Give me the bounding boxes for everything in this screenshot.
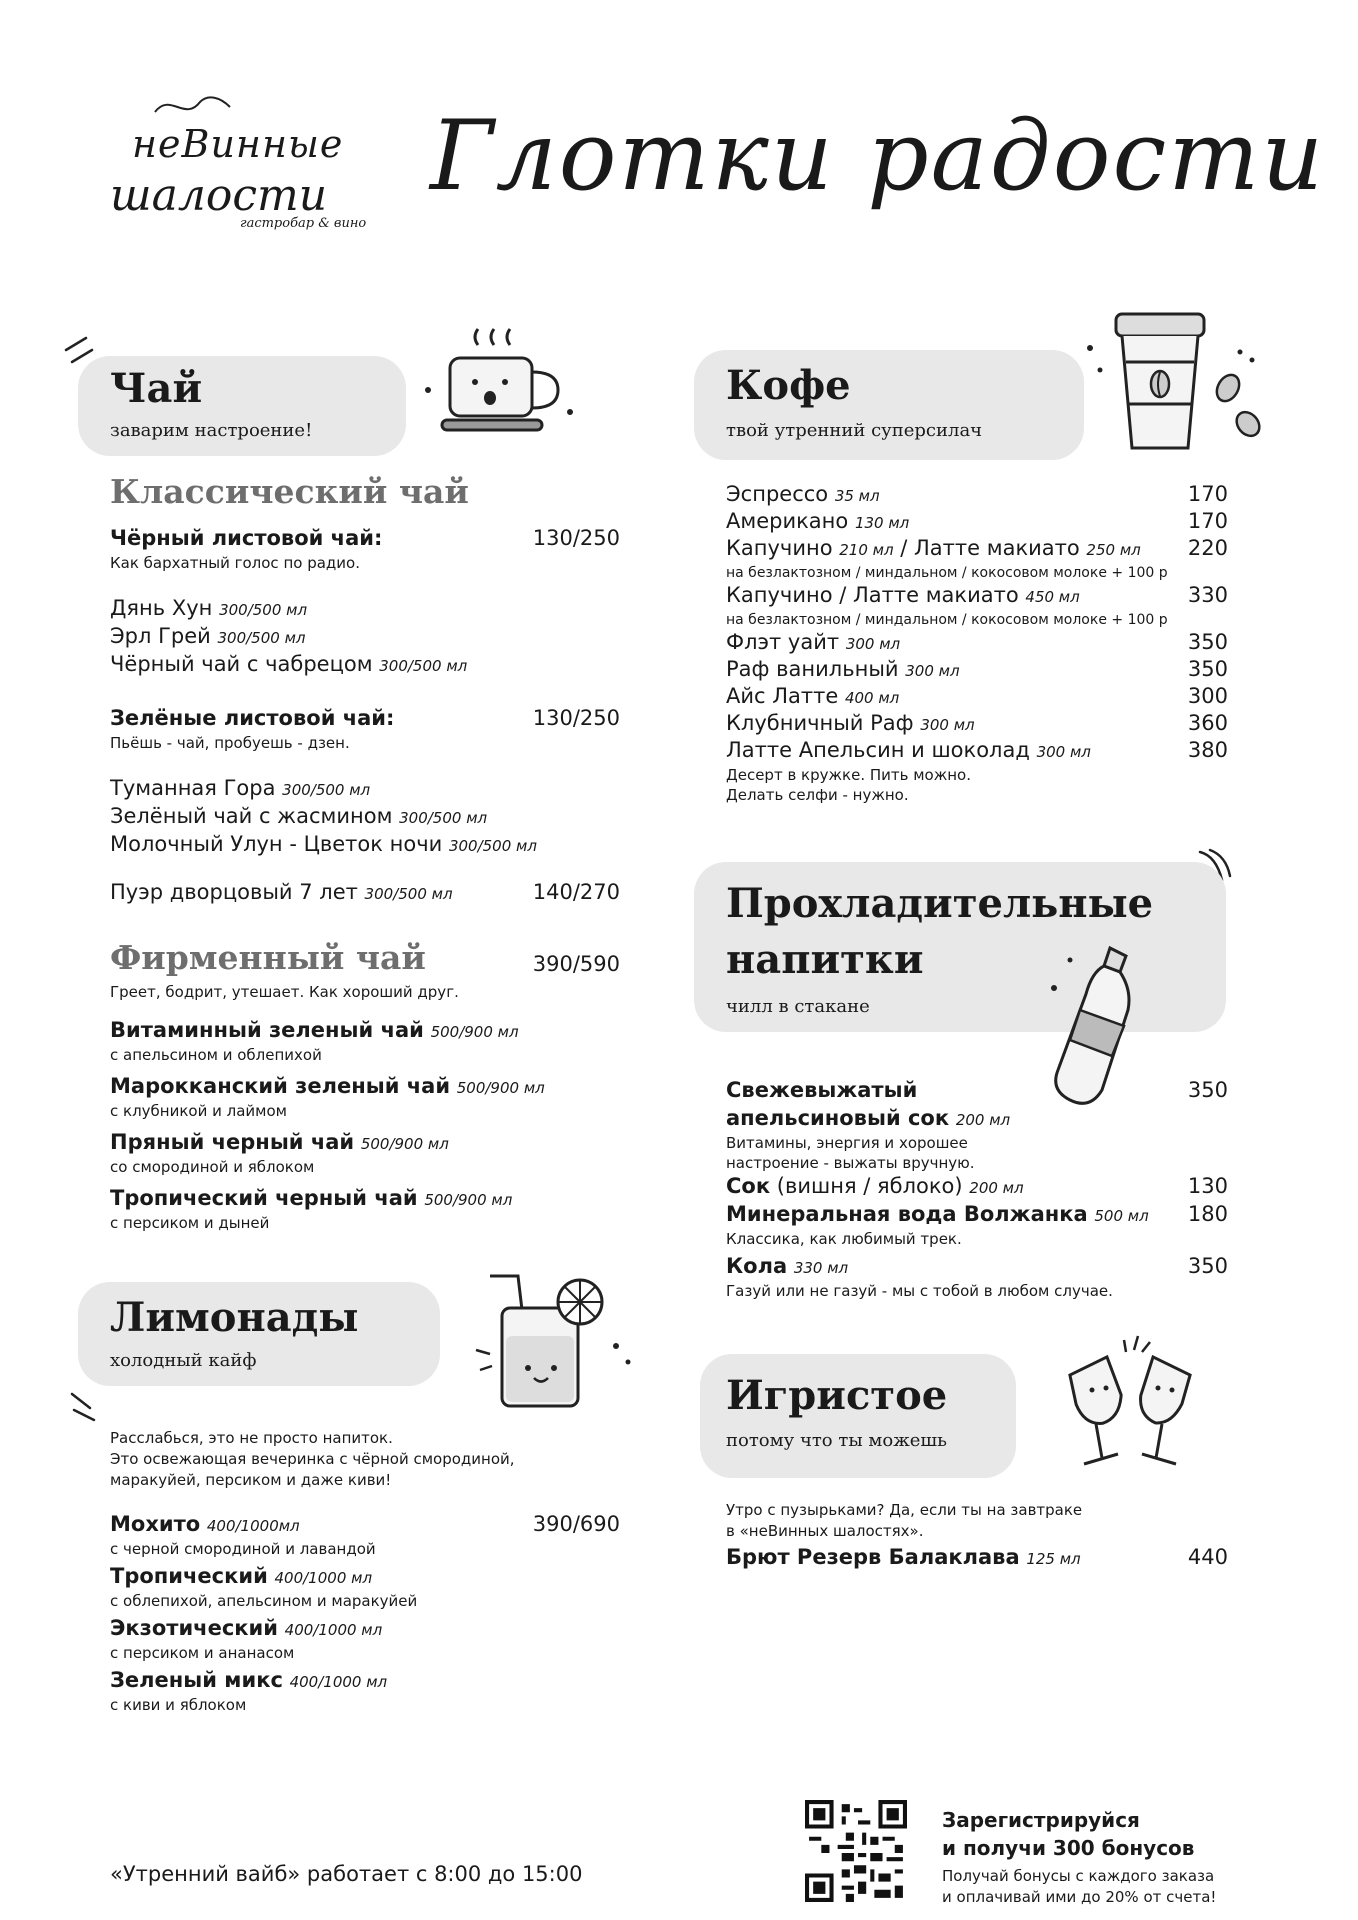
tea-item-row: Молочный Улун - Цветок ночи 300/500 мл [110, 832, 537, 856]
coffee-price: 170 [1187, 509, 1228, 533]
coffee-price: 220 [1187, 536, 1228, 560]
cola-row: Кола 330 мл [726, 1254, 849, 1278]
brut-price: 440 [1187, 1545, 1228, 1569]
coffee-item-row: Капучино 210 мл / Латте макиато 250 мл [726, 536, 1141, 560]
promo-title: Зарегистрируйся и получи 300 бонусов [942, 1808, 1195, 1860]
sparkle-lines-icon [70, 1388, 110, 1424]
cold-title-2: напитки [726, 936, 924, 983]
juice-row-2: апельсиновый сок 200 мл [726, 1106, 1011, 1130]
logo-swirl-icon [150, 92, 240, 122]
footer-hours: «Утренний вайб» работает с 8:00 до 15:00 [110, 1862, 583, 1886]
lemonade-item-row: Тропический 400/1000 мл [110, 1564, 373, 1588]
lemonade-subtitle: холодный кайф [110, 1350, 257, 1371]
cola-price: 350 [1187, 1254, 1228, 1278]
tea-item-row: Туманная Гора 300/500 мл [110, 776, 371, 800]
juice-price: 350 [1187, 1078, 1228, 1102]
coffee-item-row: Американо 130 мл [726, 509, 910, 533]
coffee-price: 360 [1187, 711, 1228, 735]
signature-item-note: с клубникой и лаймом [110, 1102, 287, 1120]
sok-row: Сок (вишня / яблоко) 200 мл [726, 1174, 1024, 1198]
lemonade-item-row: Экзотический 400/1000 мл [110, 1616, 383, 1640]
lemonade-item-note: с киви и яблоком [110, 1696, 247, 1714]
cold-subtitle: чилл в стакане [726, 996, 870, 1017]
black-tea-name: Чёрный листовой чай: [110, 526, 383, 550]
coffee-subtitle: твой утренний суперсилач [726, 420, 983, 441]
coffee-price: 350 [1187, 657, 1228, 681]
lemonade-price: 390/690 [532, 1512, 620, 1536]
coffee-price: 350 [1187, 630, 1228, 654]
lemonade-item-note: с облепихой, апельсином и маракуйей [110, 1592, 418, 1610]
water-row: Минеральная вода Волжанка 500 мл [726, 1202, 1149, 1226]
logo-line1: неВинные [132, 122, 344, 166]
page-title: Глотки радости [430, 100, 1326, 212]
lemonade-item-row: Зеленый микс 400/1000 мл [110, 1668, 388, 1692]
tea-title: Чай [110, 365, 203, 412]
signature-tea-note: Греет, бодрит, утешает. Как хороший друг. [110, 983, 459, 1001]
brut-row: Брют Резерв Балаклава 125 мл [726, 1545, 1081, 1569]
puer-row: Пуэр дворцовый 7 лет 300/500 мл [110, 880, 453, 904]
tea-item-row: Зелёный чай с жасмином 300/500 мл [110, 804, 488, 828]
lemonade-item-note: с персиком и ананасом [110, 1644, 295, 1662]
tea-item-row: Дянь Хун 300/500 мл [110, 596, 308, 620]
signature-item-row: Витаминный зеленый чай 500/900 мл [110, 1018, 519, 1042]
juice-note-2: настроение - выжаты вручную. [726, 1154, 975, 1172]
green-tea-name: Зелёные листовой чай: [110, 706, 395, 730]
coffee-price: 330 [1187, 583, 1228, 607]
lemonade-intro-2: Это освежающая вечеринка с чёрной смородиной, [110, 1450, 515, 1468]
coffee-price: 380 [1187, 738, 1228, 762]
lemonade-title: Лимонады [110, 1294, 359, 1341]
signature-item-row: Пряный черный чай 500/900 мл [110, 1130, 449, 1154]
cold-title-1: Прохладительные [726, 880, 1154, 927]
signature-tea-heading: Фирменный чай [110, 938, 426, 977]
coffee-item-row: Эспрессо 35 мл [726, 482, 880, 506]
signature-tea-price: 390/590 [532, 952, 620, 976]
green-tea-price: 130/250 [532, 706, 620, 730]
logo [110, 92, 370, 242]
lemonade-glass-icon [470, 1250, 640, 1420]
sparkling-intro-1: Утро с пузырьками? Да, если ты на завтраке [726, 1501, 1083, 1519]
lemonade-item-note: с черной смородиной и лавандой [110, 1540, 376, 1558]
coffee-price: 300 [1187, 684, 1228, 708]
promo-subtitle: Получай бонусы с каждого заказа и оплачивай ими до 20% от счета! [942, 1867, 1217, 1906]
black-tea-row [110, 526, 382, 550]
tea-cup-icon [420, 320, 580, 450]
tea-subtitle: заварим настроение! [110, 420, 313, 441]
coffee-item-note: на безлактозном / миндальном / кокосовом молоке + 100 р [726, 612, 1168, 628]
tea-item-row: Чёрный чай с чабрецом 300/500 мл [110, 652, 468, 676]
black-tea-note: Как бархатный голос по радио. [110, 554, 360, 572]
signature-item-row: Тропический черный чай 500/900 мл [110, 1186, 513, 1210]
signature-item-note: с персиком и дыней [110, 1214, 270, 1232]
tea-item-row: Эрл Грей 300/500 мл [110, 624, 306, 648]
coffee-item-note-2: Делать селфи - нужно. [726, 786, 909, 804]
green-tea-row [110, 706, 394, 730]
signature-item-row: Марокканский зеленый чай 500/900 мл [110, 1074, 545, 1098]
coffee-item-note: Десерт в кружке. Пить можно. [726, 766, 971, 784]
champagne-glasses-icon [1054, 1330, 1210, 1480]
signature-item-note: с апельсином и облепихой [110, 1046, 322, 1064]
green-tea-note: Пьёшь - чай, пробуешь - дзен. [110, 734, 350, 752]
coffee-item-row: Капучино / Латте макиато 450 мл [726, 583, 1080, 607]
water-note: Классика, как любимый трек. [726, 1230, 962, 1248]
sparkling-intro-2: в «неВинных шалостях». [726, 1522, 924, 1540]
black-tea-price: 130/250 [532, 526, 620, 550]
lemonade-intro-3: маракуйей, персиком и даже киви! [110, 1471, 392, 1489]
logo-line2: шалости [110, 170, 328, 221]
sok-price: 130 [1187, 1174, 1228, 1198]
qr-code-icon[interactable] [805, 1800, 907, 1902]
juice-note-1: Витамины, энергия и хорошее [726, 1134, 968, 1152]
sparkling-title: Игристое [726, 1372, 948, 1419]
puer-price: 140/270 [532, 880, 620, 904]
juice-row: Свежевыжатый [726, 1078, 918, 1102]
classic-tea-heading: Классический чай [110, 472, 469, 511]
coffee-item-row: Флэт уайт 300 мл [726, 630, 901, 654]
coffee-price: 170 [1187, 482, 1228, 506]
water-price: 180 [1187, 1202, 1228, 1226]
coffee-item-note: на безлактозном / миндальном / кокосовом молоке + 100 р [726, 565, 1168, 581]
signature-item-note: со смородиной и яблоком [110, 1158, 315, 1176]
coffee-item-row: Раф ванильный 300 мл [726, 657, 960, 681]
sparkling-subtitle: потому что ты можешь [726, 1430, 947, 1451]
coffee-item-row: Клубничный Раф 300 мл [726, 711, 975, 735]
coffee-item-row: Латте Апельсин и шоколад 300 мл [726, 738, 1091, 762]
lemonade-item-row: Мохито 400/1000мл [110, 1512, 300, 1536]
lemonade-intro-1: Расслабься, это не просто напиток. [110, 1429, 393, 1447]
logo-line3: гастробар & вино [240, 216, 367, 231]
cola-note: Газуй или не газуй - мы с тобой в любом случае. [726, 1282, 1113, 1300]
coffee-item-row: Айс Латте 400 мл [726, 684, 900, 708]
coffee-title: Кофе [726, 362, 851, 409]
coffee-cup-icon [1080, 308, 1270, 458]
